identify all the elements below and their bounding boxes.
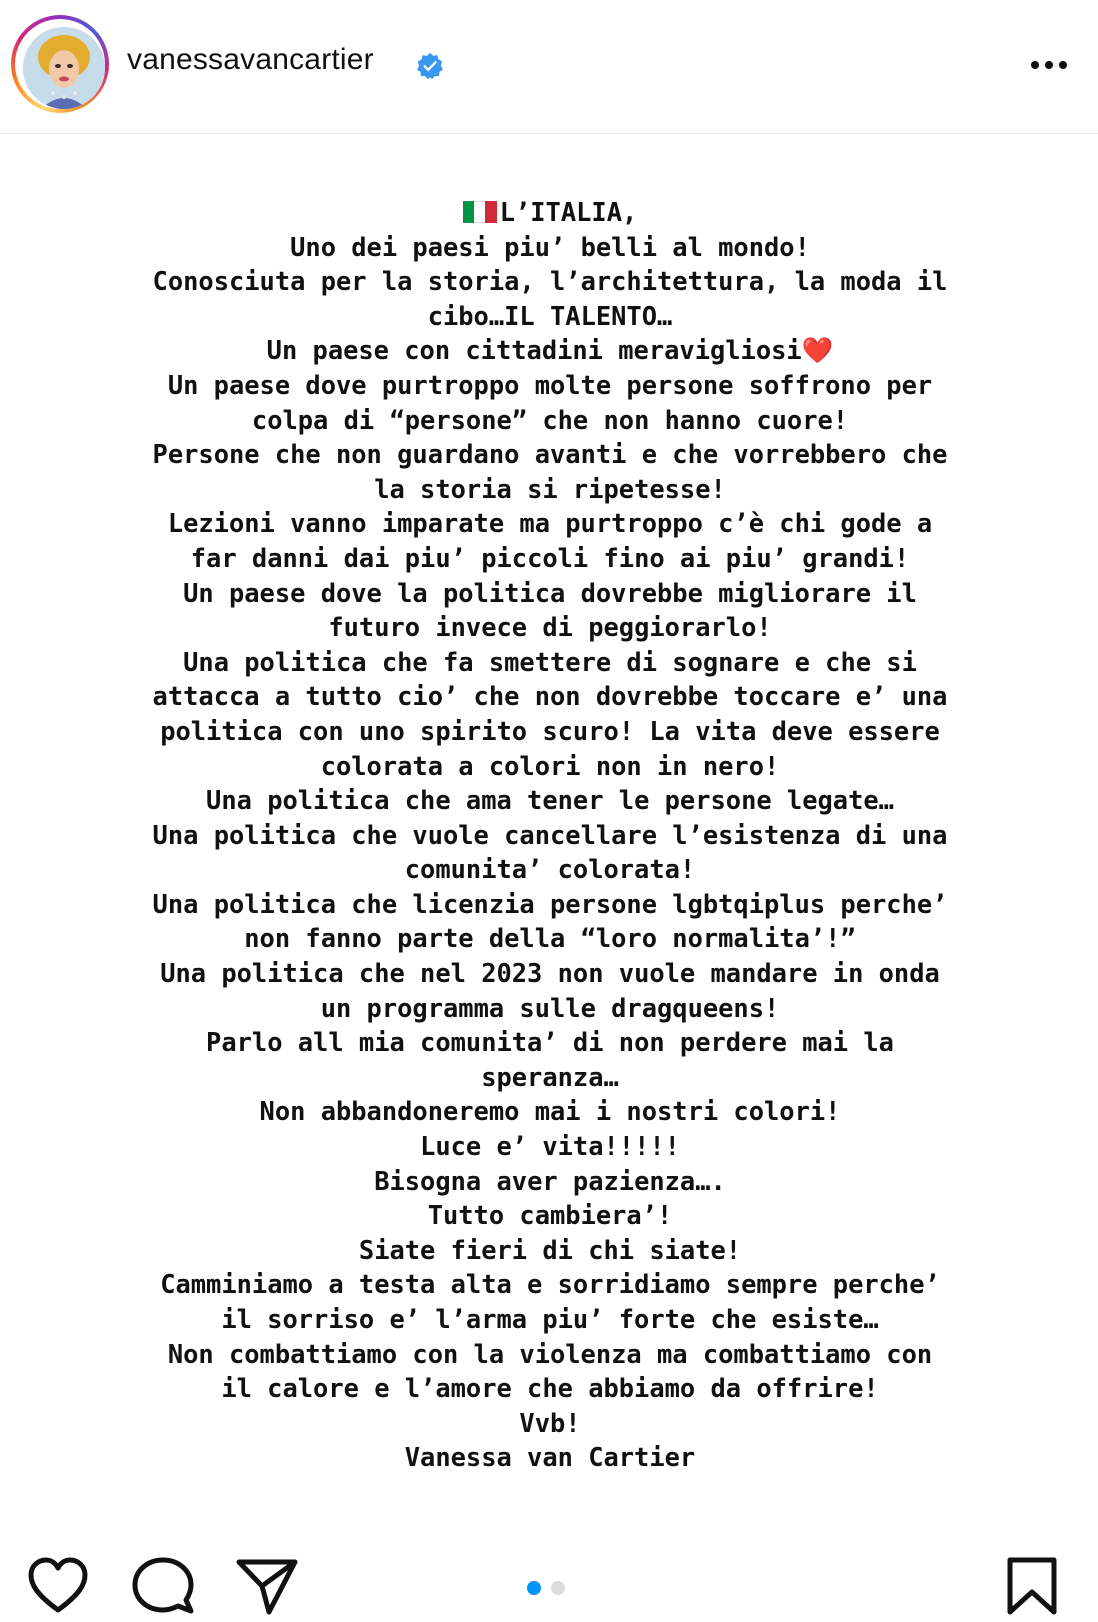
post-line: Conosciuta per la storia, l’architettura, la moda il (152, 266, 948, 297)
post-line: Un paese con cittadini meravigliosi❤️ (266, 335, 834, 366)
post-line: Una politica che fa smettere di sognare e che si (183, 646, 917, 677)
post-line: Bisogna aver pazienza…. (374, 1165, 726, 1196)
post-line: Siate fieri di chi siate! (358, 1234, 742, 1265)
post-line: Luce e’ vita!!!!! (420, 1131, 680, 1162)
post-line: il calore e l’amore che abbiamo da offrire! (221, 1373, 879, 1404)
post-header (0, 0, 1098, 134)
post-line: colpa di “persone” che non hanno cuore! (251, 404, 849, 435)
carousel-indicator (527, 1581, 575, 1600)
story-ring[interactable] (11, 15, 109, 113)
post-line: il sorriso e’ l’arma piu’ forte che esiste… (221, 1304, 879, 1334)
verified-badge-icon (416, 52, 444, 80)
post-line: comunita’ colorata! (404, 854, 696, 885)
comment-button[interactable] (131, 1556, 195, 1616)
post-line: futuro invece di peggiorarlo! (328, 612, 772, 643)
carousel-dot (551, 1581, 565, 1595)
post-line: Una politica che nel 2023 non vuole mandare in onda (160, 958, 940, 989)
post-line: Una politica che vuole cancellare l’esistenza di una (152, 819, 948, 850)
post-text (60, 195, 1040, 1475)
post-line: Lezioni vanno imparate ma purtroppo c’è chi gode a (167, 508, 933, 539)
carousel-dot-active (527, 1581, 541, 1595)
post-line: Non combattiamo con la violenza ma combattiamo con (167, 1338, 933, 1369)
comment-icon (131, 1556, 195, 1616)
red-heart-icon: ❤️ (801, 335, 834, 366)
post-line: Vvb! (519, 1407, 581, 1438)
post-line: Parlo all mia comunita’ di non perdere mai la (206, 1027, 894, 1058)
post-line: Vanessa van Cartier (404, 1442, 696, 1473)
action-bar (0, 1540, 1098, 1622)
post-line: L’ITALIA, (60, 195, 1040, 230)
post-line: politica con uno spirito scuro! La vita deve essere (160, 715, 940, 746)
post-line: Un paese dove purtroppo molte persone soffrono per (167, 369, 933, 400)
more-options-icon (1045, 61, 1053, 69)
post-line: non fanno parte della “loro normalita’!” (244, 923, 856, 954)
username[interactable]: vanessavancartier (127, 43, 374, 76)
post-line: la storia si ripetesse! (374, 473, 726, 504)
post-line: un programma sulle dragqueens! (320, 992, 780, 1023)
post-line: Tutto cambiera’! (427, 1200, 673, 1231)
avatar-gap (15, 19, 105, 109)
more-options-icon (1031, 61, 1039, 69)
post-line: cibo…IL TALENTO… (427, 300, 673, 331)
post-line: colorata a colori non in nero! (320, 750, 780, 781)
post-line: speranza… (481, 1061, 619, 1092)
post-image[interactable] (0, 135, 1098, 1525)
like-button[interactable] (26, 1556, 90, 1616)
post-line: attacca a tutto cio’ che non dovrebbe toccare e’ una (152, 681, 948, 712)
post-line: far danni dai piu’ piccoli fino ai piu’ grandi! (190, 542, 910, 573)
post-line: Uno dei paesi piu’ belli al mondo! (290, 231, 810, 262)
more-options-button[interactable] (1026, 50, 1072, 78)
bookmark-icon (1000, 1556, 1064, 1616)
avatar-portrait-icon (23, 27, 105, 109)
italy-flag-icon (463, 197, 497, 219)
post-line: Una politica che licenzia persone lgbtqiplus perche’ (152, 888, 948, 919)
share-button[interactable] (235, 1556, 299, 1616)
send-icon (235, 1556, 299, 1616)
post-line: Un paese dove la politica dovrebbe migliorare il (183, 577, 917, 608)
post-line: Persone che non guardano avanti e che vorrebbero che (152, 439, 948, 470)
post-line: Non abbandoneremo mai i nostri colori! (259, 1096, 841, 1127)
heart-icon (26, 1556, 90, 1616)
more-options-icon (1059, 61, 1067, 69)
avatar[interactable] (23, 27, 105, 109)
post-line: Camminiamo a testa alta e sorridiamo sempre perche’ (160, 1269, 940, 1300)
save-button[interactable] (1000, 1556, 1064, 1616)
post-line: Una politica che ama tener le persone legate… (206, 785, 894, 816)
